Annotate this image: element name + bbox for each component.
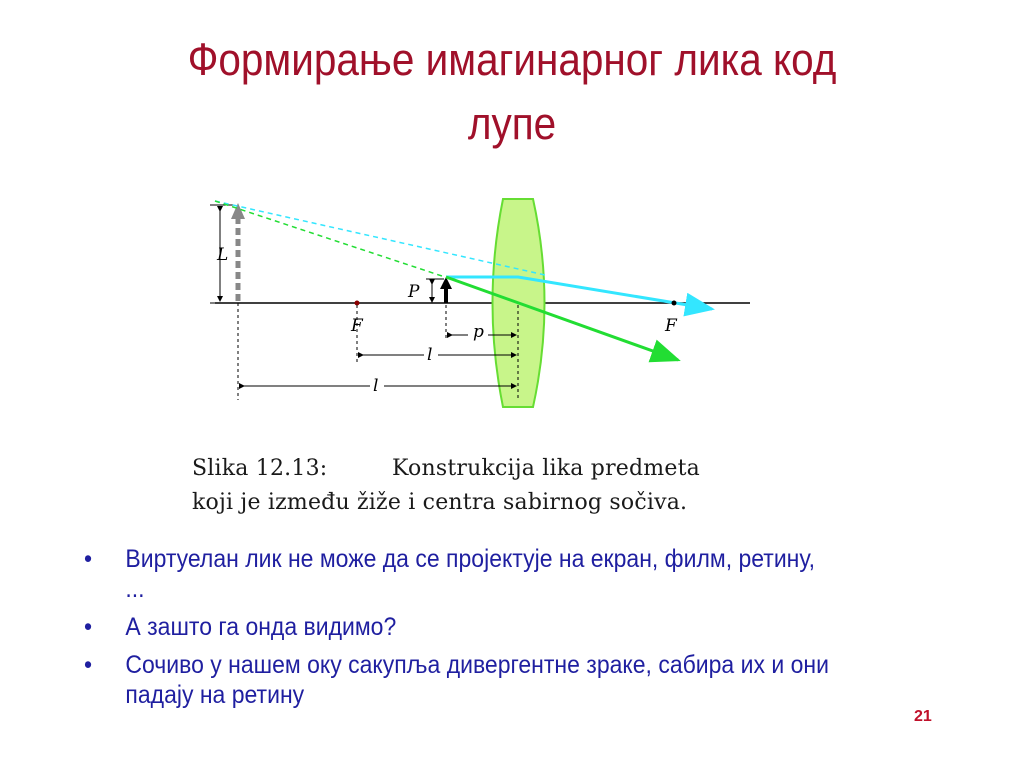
slide-title (51, 28, 973, 156)
p-label: p (473, 322, 484, 342)
green-dashed-extension (215, 201, 445, 277)
page-number: 21 (914, 708, 932, 725)
L-label: L (217, 245, 229, 265)
lens-diagram (200, 185, 770, 415)
focus-label-left: F (351, 316, 363, 336)
l-short-label: l (427, 345, 433, 365)
bullet-item: • Сочиво у нашем оку сакупља дивергентне зраке, сабира их и они падају на ретину (84, 650, 838, 710)
focus-point-left (355, 301, 360, 306)
figure-caption (192, 452, 792, 520)
green-ray (446, 277, 678, 360)
bullet-item: • А зашто га онда видимо? (84, 612, 838, 642)
focus-point-right (672, 301, 677, 306)
focus-label-right: F (665, 316, 677, 336)
title-line-2: лупе (467, 98, 557, 149)
caption-figure-number: Slika 12.13: (192, 456, 328, 481)
caption-line-1: Konstrukcija lika predmeta (392, 456, 700, 481)
bullet-list (84, 544, 838, 718)
P-label: P (408, 282, 420, 302)
l-long-label: l (373, 376, 379, 396)
caption-line-2: koji je između žiže i centra sabirnog sočiva. (192, 490, 688, 515)
bullet-item: • Виртуелан лик не може да се пројектује на екран, филм, ретину, ... (84, 544, 838, 604)
title-line-1: Формирање имагинарног лика код (187, 34, 837, 85)
